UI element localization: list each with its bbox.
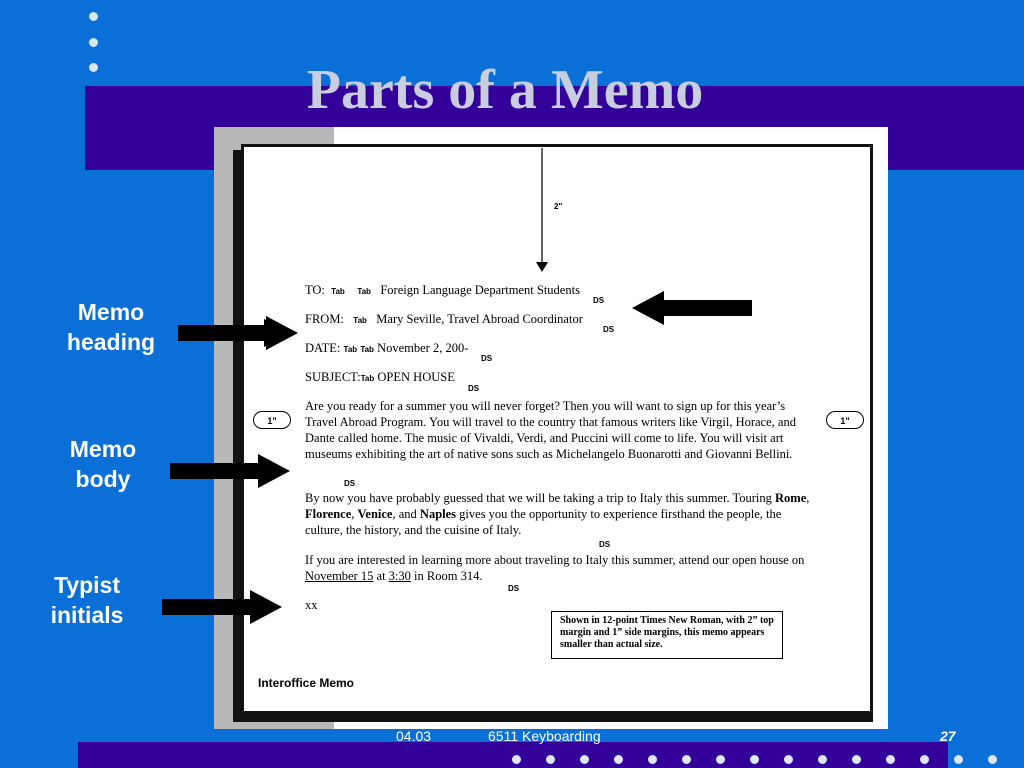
- paragraph-text: ,: [351, 507, 358, 521]
- city-venice: Venice: [357, 507, 393, 521]
- date-label: DATE:: [305, 341, 341, 355]
- tab-mark: Tab: [331, 287, 345, 296]
- dot-decoration: [750, 755, 759, 764]
- typist-initials-label: [28, 570, 146, 630]
- dot-decoration: [954, 755, 963, 764]
- dot-decoration: [89, 38, 98, 47]
- arrow-right-icon: [178, 314, 300, 352]
- from-value: Mary Seville, Travel Abroad Coordinator: [376, 312, 583, 326]
- tab-mark: Tab: [357, 287, 371, 296]
- open-house-time: 3:30: [388, 569, 411, 583]
- top-margin-label: 2": [554, 202, 563, 211]
- memo-date-line: [305, 341, 468, 356]
- paragraph-text: By now you have probably guessed that we will be taking a trip to Italy this summer. Touring: [305, 491, 776, 505]
- dot-decoration: [784, 755, 793, 764]
- dot-decoration: [920, 755, 929, 764]
- label-line: Memo: [69, 436, 137, 462]
- ds-mark: DS: [508, 584, 520, 593]
- footer-date: 04.03: [396, 728, 432, 744]
- paragraph-text: in Room 314.: [410, 569, 483, 583]
- label-line: body: [75, 466, 131, 492]
- dot-decoration: [648, 755, 657, 764]
- dot-decoration: [546, 755, 555, 764]
- tab-mark: Tab: [360, 374, 375, 383]
- paragraph-text: gives you the opportunity to experience firsthand the people, the culture, the history, and the cuisine of Italy.: [305, 507, 782, 537]
- subject-value: OPEN HOUSE: [377, 370, 455, 384]
- city-naples: Naples: [419, 507, 457, 521]
- dot-decoration: [716, 755, 725, 764]
- city-rome: Rome: [775, 491, 807, 505]
- subject-label: SUBJECT:: [305, 370, 361, 384]
- right-margin-label: 1": [826, 411, 864, 429]
- dot-decoration: [89, 12, 98, 21]
- dot-decoration: [818, 755, 827, 764]
- ds-mark: DS: [468, 384, 480, 393]
- open-house-date: November 15: [305, 569, 374, 583]
- memo-paragraph-1: Are you ready for a summer you will never forget? Then you will want to sign up for this year’s Travel Abroad Program. You will travel to the country that famous writers like Virgil, Horace, and Dante called home. The music of Vivaldi, Verdi, and Puccini will come to life. You will visit art museums exhibiting the art of native sons such as Michelangelo Buonarotti and Giovanni Bellini.: [305, 399, 796, 461]
- memo-body-label: [44, 434, 162, 494]
- dot-decoration: [988, 755, 997, 764]
- memo-paragraph-2: [305, 490, 817, 538]
- dot-decoration: [852, 755, 861, 764]
- dot-decoration: [614, 755, 623, 764]
- date-value: November 2, 200-: [377, 341, 469, 355]
- arrow-right-icon: [170, 452, 292, 490]
- tab-mark: Tab: [343, 345, 358, 354]
- ds-mark: DS: [593, 296, 605, 305]
- ds-mark: DS: [481, 354, 493, 363]
- slide-number: 27: [940, 728, 956, 744]
- dot-decoration: [886, 755, 895, 764]
- ds-mark: DS: [603, 325, 615, 334]
- dot-decoration: [682, 755, 691, 764]
- tab-mark: Tab: [353, 316, 367, 325]
- to-value: Foreign Language Department Students: [380, 283, 580, 297]
- interoffice-memo-label: Interoffice Memo: [258, 676, 355, 690]
- memo-paragraph-3: [305, 552, 817, 584]
- dot-decoration: [580, 755, 589, 764]
- arrow-left-icon: [630, 290, 754, 326]
- memo-subject-line: [305, 370, 455, 385]
- to-label: TO:: [305, 283, 325, 297]
- from-label: FROM:: [305, 312, 344, 326]
- ds-mark: DS: [599, 540, 611, 549]
- dot-decoration: [89, 63, 98, 72]
- memo-to-line: [305, 283, 580, 298]
- label-line: initials: [50, 602, 124, 628]
- paragraph-text: If you are interested in learning more about traveling to Italy this summer, attend our open house on: [305, 553, 805, 567]
- memo-from-line: [305, 312, 583, 327]
- paragraph-text: ,: [806, 491, 810, 505]
- left-margin-label: 1": [253, 411, 291, 429]
- label-line: Memo: [77, 299, 145, 325]
- paragraph-text: , and: [392, 507, 420, 521]
- label-line: Typist: [53, 572, 121, 598]
- size-note: Shown in 12-point Times New Roman, with 2” top margin and 1” side margins, this memo appears smaller than actual size.: [551, 611, 783, 659]
- arrow-right-icon: [162, 588, 284, 626]
- ds-mark: DS: [344, 479, 356, 488]
- memo-heading-label: [52, 297, 170, 357]
- city-florence: Florence: [305, 507, 352, 521]
- top-margin-arrow: [532, 148, 552, 274]
- tab-mark: Tab: [360, 345, 374, 354]
- slide-title: Parts of a Memo: [306, 59, 704, 121]
- dot-decoration: [512, 755, 521, 764]
- paragraph-text: at: [373, 569, 389, 583]
- label-line: heading: [66, 329, 156, 355]
- typist-initials: xx: [305, 598, 318, 612]
- footer-course: 6511 Keyboarding: [488, 728, 601, 744]
